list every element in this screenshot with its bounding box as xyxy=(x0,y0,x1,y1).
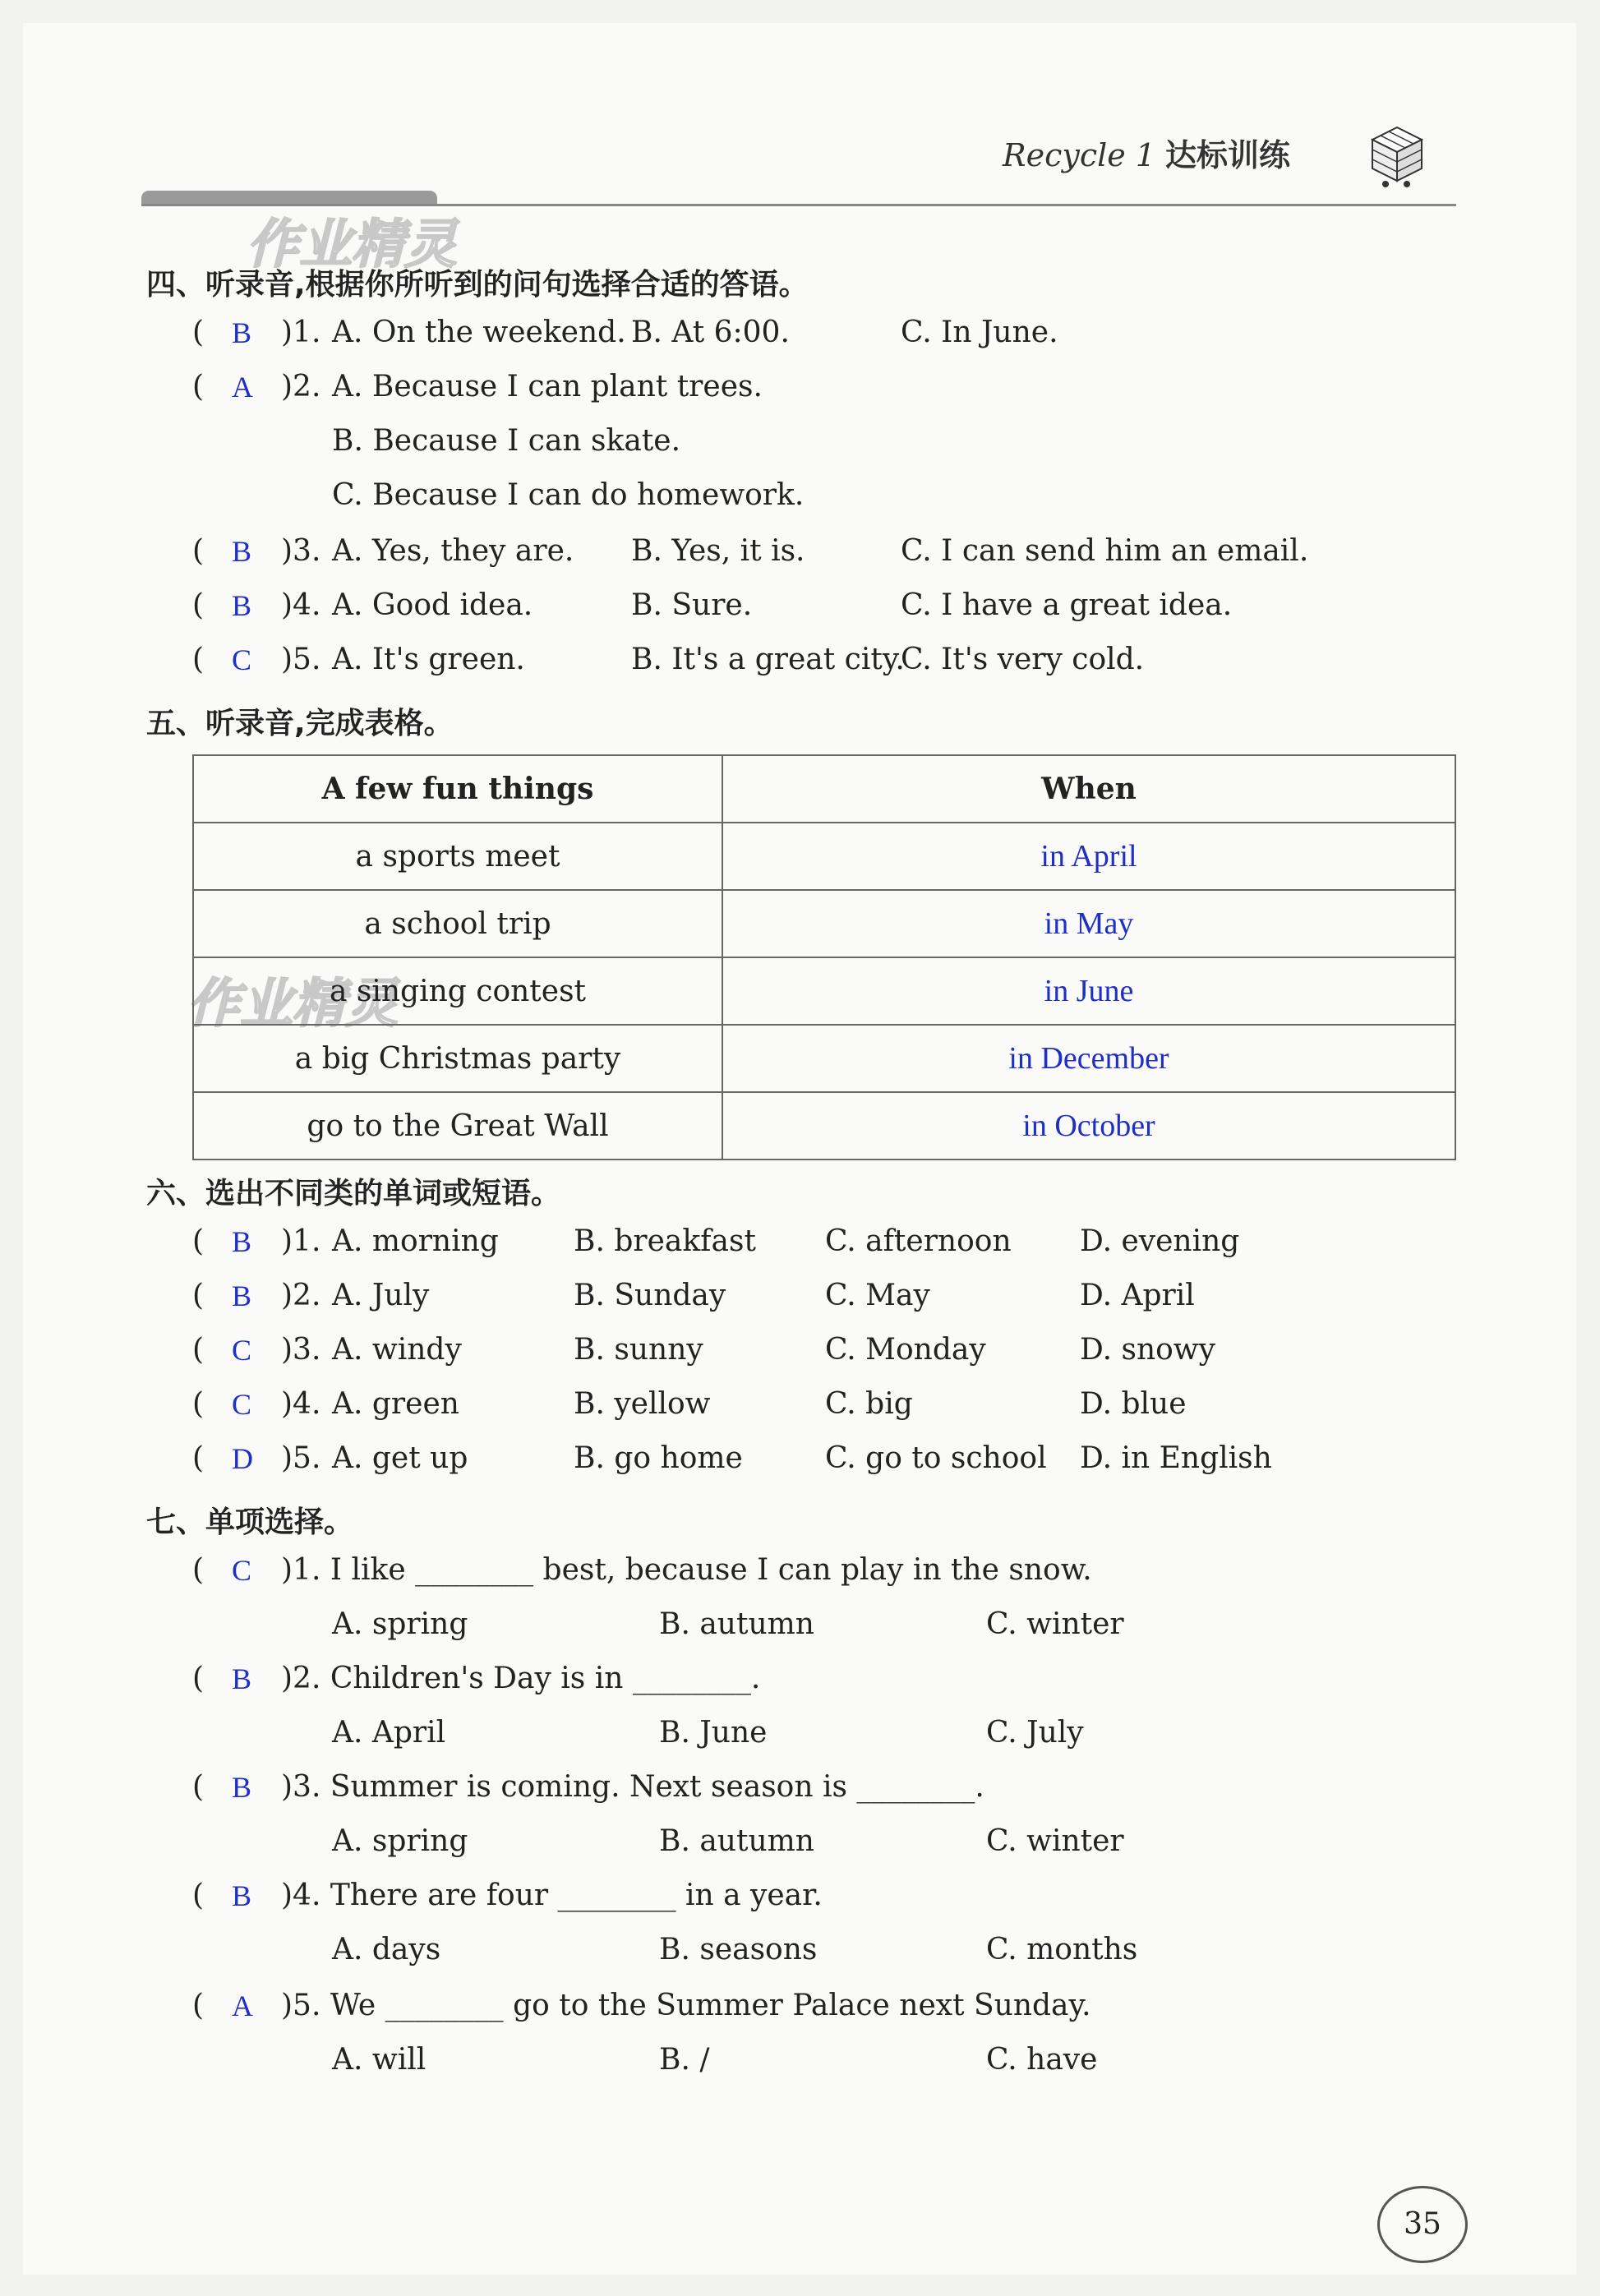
answer-paren: ( xyxy=(192,1224,205,1258)
question-number: )5. xyxy=(281,643,321,676)
answer-paren: ( xyxy=(192,1989,205,2022)
option-b: B. go home xyxy=(574,1441,743,1475)
option-b: B. / xyxy=(659,2043,710,2077)
question-number: )3. xyxy=(281,1333,321,1367)
option-d: D. blue xyxy=(1080,1387,1187,1421)
option-a: A. windy xyxy=(332,1333,462,1367)
option-a: A. April xyxy=(332,1716,446,1750)
question-number: )2. xyxy=(281,370,321,403)
answer-mark: C xyxy=(232,643,252,676)
table-cell-when: in October xyxy=(722,1092,1455,1160)
section-6-title: 六、选出不同类的单词或短语。 xyxy=(146,1177,561,1210)
table-header-row xyxy=(193,755,1455,823)
answer-mark: B xyxy=(232,1279,252,1312)
option-b: B. At 6:00. xyxy=(631,316,790,349)
answer-paren: ( xyxy=(192,588,205,622)
option-a: A. It's green. xyxy=(332,643,525,676)
table-cell-when: in May xyxy=(722,890,1455,957)
option-c: C. July xyxy=(986,1716,1084,1750)
question-text: )1. I like ________ best, because I can play in the snow. xyxy=(281,1553,1092,1587)
answer-paren: ( xyxy=(192,1662,205,1695)
table-cell-thing: a big Christmas party xyxy=(193,1025,722,1092)
answer-mark: C xyxy=(232,1334,252,1367)
option-b: B. June xyxy=(659,1716,768,1750)
option-c: C. In June. xyxy=(901,316,1058,349)
answer-paren: ( xyxy=(192,643,205,676)
answer-mark: B xyxy=(232,589,252,622)
option-c: C. May xyxy=(825,1279,930,1312)
answer-mark: B xyxy=(232,1771,252,1804)
header-subtitle: 达标训练 xyxy=(1165,137,1291,173)
option-d: D. snowy xyxy=(1080,1333,1215,1367)
answer-mark: B xyxy=(232,1662,252,1695)
option-b: B. It's a great city. xyxy=(631,643,905,676)
answer-mark: A xyxy=(232,1989,253,2022)
option-b: B. autumn xyxy=(659,1824,814,1858)
option-b: B. seasons xyxy=(659,1933,818,1966)
option-c: C. afternoon xyxy=(825,1224,1012,1258)
option-b: B. sunny xyxy=(574,1333,703,1367)
option-b: B. autumn xyxy=(659,1607,814,1641)
answer-paren: ( xyxy=(192,1553,205,1587)
column-header: A few fun things xyxy=(193,755,722,823)
fun-things-table xyxy=(192,754,1456,1160)
answer-paren: ( xyxy=(192,534,205,568)
answer-mark: B xyxy=(232,535,252,568)
option-b: B. yellow xyxy=(574,1387,711,1421)
answer-paren: ( xyxy=(192,1387,205,1421)
option-a: A. get up xyxy=(332,1441,468,1475)
option-c: C. Because I can do homework. xyxy=(332,478,805,512)
answer-paren: ( xyxy=(192,1333,205,1367)
table-cell-thing: go to the Great Wall xyxy=(193,1092,722,1160)
option-c: C. winter xyxy=(986,1824,1124,1858)
question-text: )5. We ________ go to the Summer Palace next Sunday. xyxy=(281,1989,1091,2022)
section-7-title: 七、单项选择。 xyxy=(146,1505,354,1539)
option-a: A. On the weekend. xyxy=(332,316,626,349)
option-b: B. Sure. xyxy=(631,588,753,622)
table-row xyxy=(193,1092,1455,1160)
answer-paren: ( xyxy=(192,1770,205,1804)
section-4-title: 四、听录音,根据你所听到的问句选择合适的答语。 xyxy=(146,268,809,302)
option-d: D. April xyxy=(1080,1279,1195,1312)
option-c: C. months xyxy=(986,1933,1138,1966)
answer-paren: ( xyxy=(192,1279,205,1312)
option-c: C. winter xyxy=(986,1607,1124,1641)
table-row xyxy=(193,890,1455,957)
table-cell-when: in December xyxy=(722,1025,1455,1092)
page-number: 35 xyxy=(1377,2186,1468,2263)
table-cell-when: in June xyxy=(722,957,1455,1025)
column-header: When xyxy=(722,755,1455,823)
option-a: A. Yes, they are. xyxy=(332,534,574,568)
question-number: )4. xyxy=(281,1387,321,1421)
question-text: )4. There are four ________ in a year. xyxy=(281,1879,823,1912)
question-text: )2. Children's Day is in ________. xyxy=(281,1662,761,1695)
answer-mark: B xyxy=(232,316,252,349)
answer-mark: B xyxy=(232,1879,252,1912)
option-a: A. green xyxy=(332,1387,459,1421)
option-c: C. It's very cold. xyxy=(901,643,1145,676)
table-row xyxy=(193,957,1455,1025)
option-c: C. I can send him an email. xyxy=(901,534,1309,568)
answer-mark: C xyxy=(232,1554,252,1587)
option-d: D. evening xyxy=(1080,1224,1240,1258)
option-c: C. go to school xyxy=(825,1441,1047,1475)
page-header xyxy=(1003,130,1290,175)
option-c: C. Monday xyxy=(825,1333,986,1367)
question-number: )1. xyxy=(281,316,321,349)
answer-mark: C xyxy=(232,1388,252,1421)
rubiks-cube-icon xyxy=(1356,115,1430,189)
option-b: B. Yes, it is. xyxy=(631,534,805,568)
watermark: 作业精灵 xyxy=(187,974,398,1035)
answer-paren: ( xyxy=(192,370,205,403)
answer-mark: A xyxy=(232,371,253,403)
answer-paren: ( xyxy=(192,1441,205,1475)
option-a: A. spring xyxy=(332,1607,468,1641)
option-c: C. have xyxy=(986,2043,1098,2077)
option-a: A. morning xyxy=(332,1224,499,1258)
option-b: B. breakfast xyxy=(574,1224,756,1258)
question-number: )3. xyxy=(281,534,321,568)
table-cell-when: in April xyxy=(722,823,1455,890)
option-a: A. Because I can plant trees. xyxy=(332,370,763,403)
table-cell-thing: a sports meet xyxy=(193,823,722,890)
question-number: )2. xyxy=(281,1279,321,1312)
answer-mark: B xyxy=(232,1225,252,1258)
table-row xyxy=(193,823,1455,890)
table-row xyxy=(193,1025,1455,1092)
option-c: C. big xyxy=(825,1387,913,1421)
table-cell-thing: a school trip xyxy=(193,890,722,957)
answer-paren: ( xyxy=(192,1879,205,1912)
option-a: A. days xyxy=(332,1933,441,1966)
option-c: C. I have a great idea. xyxy=(901,588,1233,622)
option-b: B. Sunday xyxy=(574,1279,726,1312)
option-a: A. spring xyxy=(332,1824,468,1858)
question-number: )5. xyxy=(281,1441,321,1475)
option-a: A. Good idea. xyxy=(332,588,533,622)
table-cell-thing: a singing contest xyxy=(193,957,722,1025)
watermark: 作业精灵 xyxy=(247,214,457,275)
answer-mark: D xyxy=(232,1442,253,1475)
question-number: )4. xyxy=(281,588,321,622)
section-5-title: 五、听录音,完成表格。 xyxy=(146,707,454,740)
answer-paren: ( xyxy=(192,316,205,349)
option-a: A. will xyxy=(332,2043,427,2077)
header-title: Recycle 1 xyxy=(1003,137,1156,173)
option-a: A. July xyxy=(332,1279,430,1312)
option-b: B. Because I can skate. xyxy=(332,424,681,458)
question-text: )3. Summer is coming. Next season is ________. xyxy=(281,1770,984,1804)
question-number: )1. xyxy=(281,1224,321,1258)
option-d: D. in English xyxy=(1080,1441,1272,1475)
